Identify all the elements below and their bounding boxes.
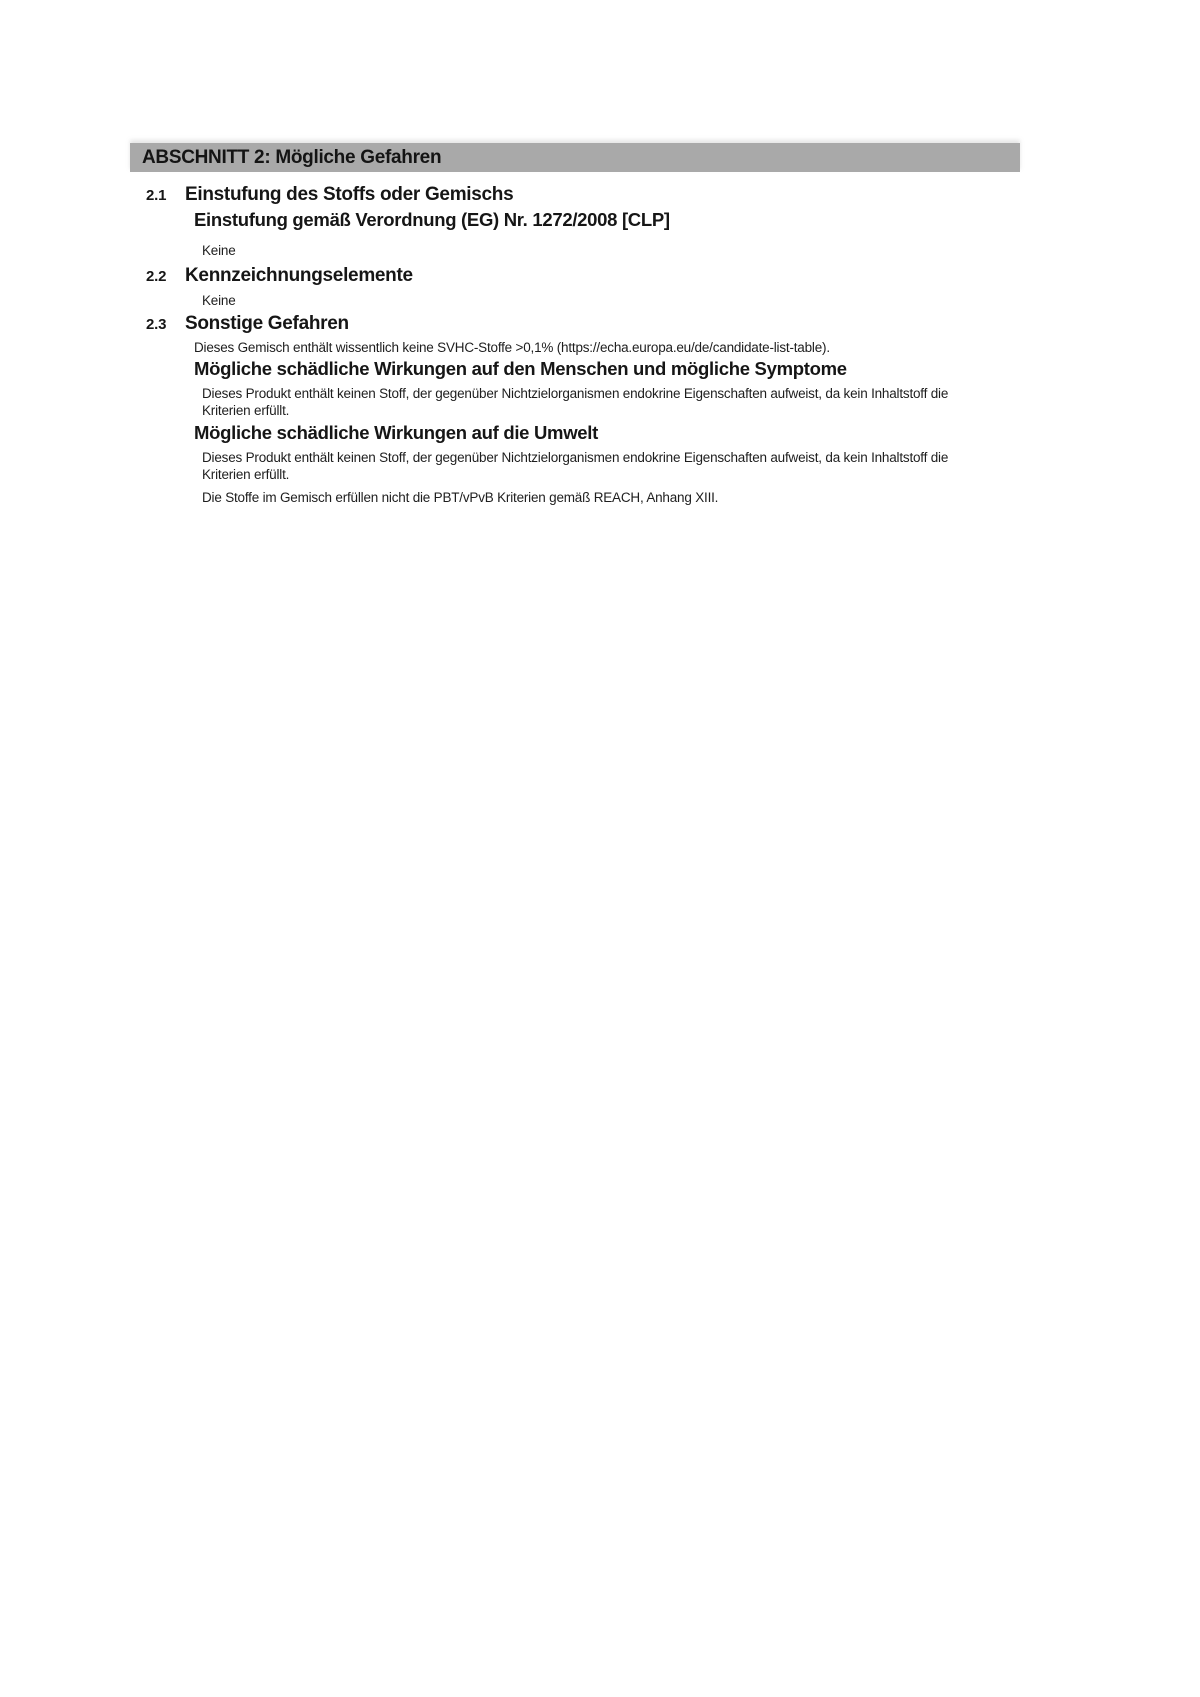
section-2-2-title: Kennzeichnungselemente — [185, 265, 413, 286]
section-2-1-row — [146, 184, 513, 206]
labelling-elements-value: Keine — [202, 293, 236, 308]
clp-classification-heading: Einstufung gemäß Verordnung (EG) Nr. 1272/2008 [CLP] — [194, 209, 670, 230]
environment-effects-text: Dieses Produkt enthält keinen Stoff, der gegenüber Nichtzielorganismen endokrine Eigenschaften aufweist, da kein Inhaltstoff die Kriterien erfüllt. — [202, 450, 949, 482]
section-2-3-number: 2.3 — [146, 316, 167, 333]
section-2-1-title: Einstufung des Stoffs oder Gemischs — [185, 184, 514, 205]
human-effects-text: Dieses Produkt enthält keinen Stoff, der gegenüber Nichtzielorganismen endokrine Eigenschaften aufweist, da kein Inhaltstoff die Kriterien erfüllt. — [202, 386, 949, 418]
section-2-3-title: Sonstige Gefahren — [185, 313, 349, 334]
clp-classification-value: Keine — [202, 243, 236, 258]
section-2-2-number: 2.2 — [146, 268, 167, 285]
pbt-statement: Die Stoffe im Gemisch erfüllen nicht die PBT/vPvB Kriterien gemäß REACH, Anhang XIII. — [202, 490, 719, 505]
section-header-bar — [130, 143, 1020, 172]
section-header-title: ABSCHNITT 2: Mögliche Gefahren — [142, 147, 442, 168]
section-2-2-row — [146, 265, 413, 287]
section-2-1-number: 2.1 — [146, 187, 167, 204]
section-2-content — [130, 143, 1020, 563]
section-2-3-row — [146, 313, 349, 335]
human-effects-heading: Mögliche schädliche Wirkungen auf den Menschen und mögliche Symptome — [194, 358, 847, 379]
environment-effects-heading: Mögliche schädliche Wirkungen auf die Umwelt — [194, 422, 598, 443]
svhc-statement: Dieses Gemisch enthält wissentlich keine SVHC-Stoffe >0,1% (https://echa.europa.eu/de/candidate-list-table). — [194, 340, 830, 355]
